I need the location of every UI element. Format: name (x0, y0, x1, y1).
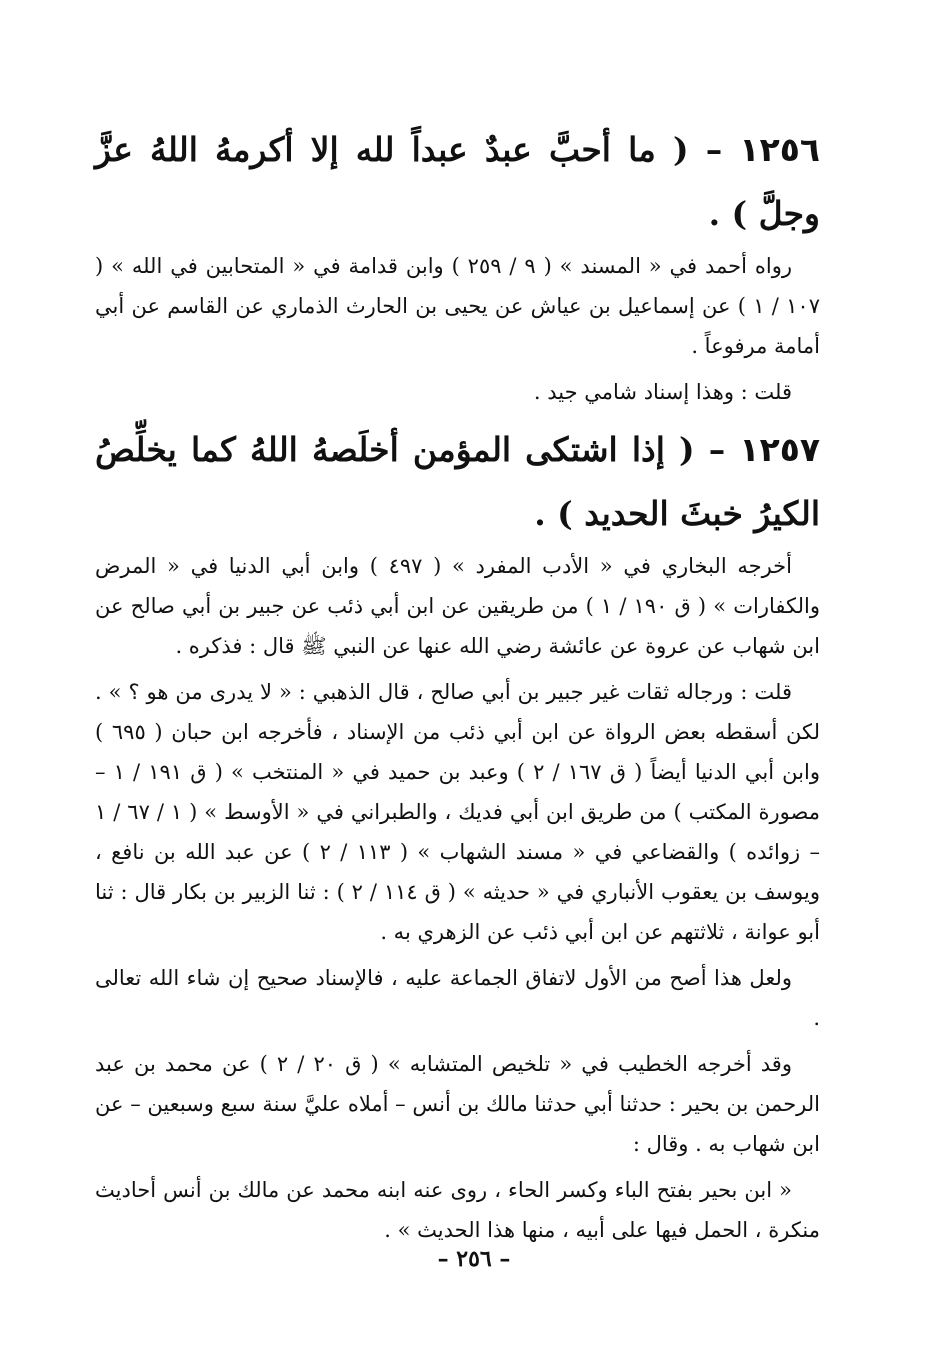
hadith-number: ١٢٥٦ (739, 130, 820, 169)
comment-paragraph: ولعل هذا أصح من الأول لاتفاق الجماعة عليه ، فالإسناد صحيح إن شاء الله تعالى . (95, 966, 820, 1030)
hadith-number: ١٢٥٧ (739, 430, 820, 469)
hadith-title (95, 118, 820, 246)
hadith-text: – ( إذا اشتكى المؤمن أخلَصهُ اللهُ كما يخلِّصُ الكيرُ خبثَ الحديد ) . (95, 430, 820, 533)
quote-paragraph: « ابن بحير بفتح الباء وكسر الحاء ، روى عنه ابنه محمد عن مالك بن أنس أحاديث منكرة ، الحمل فيها على أبيه ، منها هذا الحديث » . (95, 1178, 820, 1242)
hadith-text: – ( ما أحبَّ عبدٌ عبداً لله إلا أكرمهُ اللهُ عزَّ وجلَّ ) . (95, 130, 820, 233)
takhrij-paragraph: أخرجه البخاري في « الأدب المفرد » ( ٤٩٧ ) وابن أبي الدنيا في « المرض والكفارات » ( ق ١٩٠ / ١ ) من طريقين عن ابن أبي ذئب عن جبير بن أبي صالح عن ابن شهاب عن عروة عن عائشة رضي الله عنها عن النبي ﷺ قال : فذكره . (95, 554, 820, 658)
comment-paragraph: قلت : وهذا إسناد شامي جيد . (533, 380, 792, 404)
page-body (95, 118, 820, 1256)
hadith-title (95, 418, 820, 546)
page-number: – ٢٥٦ – (437, 1246, 511, 1272)
comment-paragraph: وقد أخرجه الخطيب في « تلخيص المتشابه » ( ق ٢٠ / ٢ ) عن محمد بن عبد الرحمن بن بحير : حدثنا أبي حدثنا مالك بن أنس – أملاه عليَّ سنة سبع وسبعين – عن ابن شهاب به . وقال : (95, 1052, 820, 1156)
hadith-entry-1256 (95, 118, 820, 412)
comment-paragraph: قلت : ورجاله ثقات غير جبير بن أبي صالح ، قال الذهبي : « لا يدرى من هو ؟ » . لكن أسقطه بعض الرواة عن ابن أبي ذئب من الإسناد ، فأخرجه ابن حبان ( ٦٩٥ ) وابن أبي الدنيا أيضاً ( ق ١٦٧ / ٢ ) وعبد بن حميد في « المنتخب » ( ق ١٩١ / ١ – مصورة المكتب ) من طريق ابن أبي فديك ، والطبراني في « الأوسط » ( ١ / ٦٧ / ١ – زوائده ) والقضاعي في « مسند الشهاب » ( ١١٣ / ٢ ) عن عبد الله بن نافع ، ويوسف بن يعقوب الأنباري في « حديثه » ( ق ١١٤ / ٢ ) : ثنا الزبير بن بكار قال : ثنا أبو عوانة ، ثلاثتهم عن ابن أبي ذئب عن الزهري به . (95, 680, 820, 944)
takhrij-paragraph: رواه أحمد في « المسند » ( ٩ / ٢٥٩ ) وابن قدامة في « المتحابين في الله » ( ١٠٧ / ١ ) عن إسماعيل بن عياش عن يحيى بن الحارث الذماري عن القاسم عن أبي أمامة مرفوعاً . (95, 254, 820, 358)
hadith-entry-1257 (95, 418, 820, 1250)
